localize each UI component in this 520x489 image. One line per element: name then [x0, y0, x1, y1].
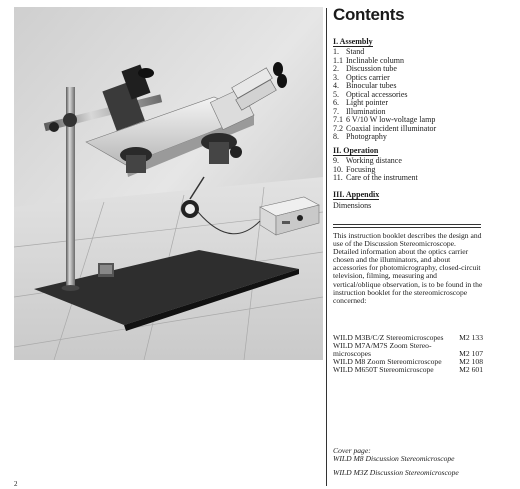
list-item: 1.1 Inclinable column: [333, 55, 404, 65]
list-item: 6. Light pointer: [333, 98, 388, 107]
list-item: 2. Discussion tube: [333, 64, 397, 73]
table-row: WILD M8 Zoom Stereomicroscope M2 108: [333, 357, 483, 367]
list-item: 3. Optics carrier: [333, 72, 390, 82]
cover-caption-m3z: WILD M3Z Discussion Stereomicroscope: [333, 468, 459, 477]
section-heading-appendix: III. Appendix: [333, 190, 380, 199]
model-table: [333, 334, 483, 374]
section-heading-operation: II. Operation: [333, 146, 379, 155]
list-item: 7.1 6 V/10 W low-voltage lamp: [333, 115, 436, 124]
divider: [333, 224, 481, 225]
page-title: Contents: [333, 5, 405, 24]
cover-caption-m8: WILD M8 Discussion Stereomicroscope: [333, 454, 455, 464]
column-divider: [326, 8, 327, 486]
intro-paragraph: This instruction booklet describes the design and use of the Discussion Stereomicroscope. Detailed information about the optics carrier chosen and the illuminators, and about accessories for photomicrography, closed-circuit television, filming, measuring and vertical/oblique observation, is to be found in the instruction booklet for the stereomicroscope concerned:: [333, 231, 483, 305]
operation-list: [333, 157, 418, 183]
table-row: WILD M3B/C/Z Stereomicroscopes M2 133: [333, 333, 483, 342]
cover-caption: [333, 447, 513, 463]
list-item: 1. Stand: [333, 47, 365, 56]
list-item: 9. Working distance: [333, 156, 402, 165]
list-item: 8. Photography: [333, 132, 387, 141]
section-heading-assembly: I. Assembly: [333, 37, 373, 46]
microscope-photo: [14, 7, 323, 360]
table-row: WILD M650T Stereomicroscope M2 601: [333, 365, 483, 375]
list-item: 5. Optical accessories: [333, 89, 408, 99]
divider: [333, 227, 481, 228]
list-item: 10. Focusing: [333, 164, 376, 174]
table-row: WILD M7A/M7S Zoom Stereo-microscopes M2 107: [333, 341, 483, 359]
list-item: 4. Binocular tubes: [333, 81, 397, 90]
page-number: 2: [14, 480, 18, 488]
list-item: 7. Illumination: [333, 106, 386, 116]
cover-label: Cover page:: [333, 446, 371, 455]
list-item: 11. Care of the instrument: [333, 173, 418, 182]
assembly-list: [333, 48, 436, 142]
list-item: 7.2 Coaxial incident illuminator: [333, 123, 437, 133]
list-item: Dimensions: [333, 201, 372, 210]
